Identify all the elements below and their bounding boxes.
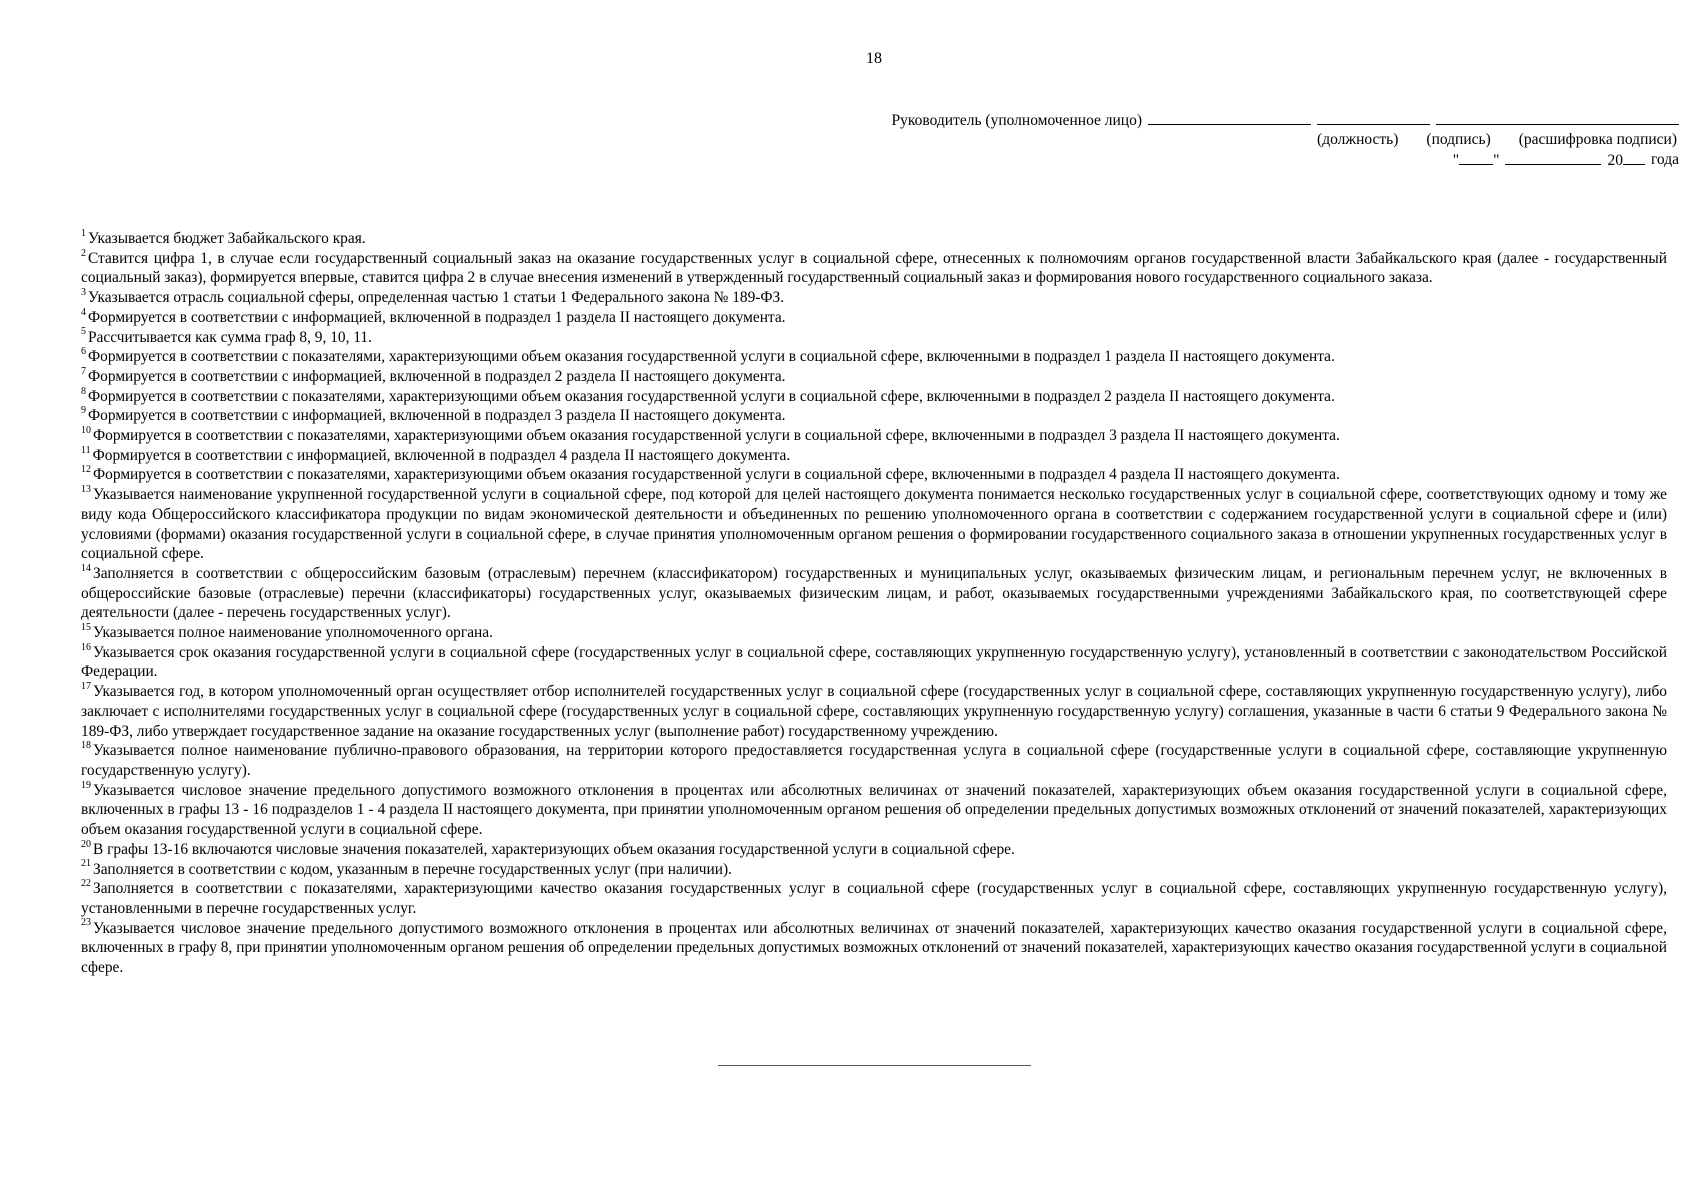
footnote-text: Указывается бюджет Забайкальского края. — [88, 230, 366, 247]
footnote-item — [81, 328, 1667, 348]
footnote-text: Формируется в соответствии с показателями, характеризующими объем оказания государственной услуги в социальной сфере, включенными в подраздел 2 раздела II настоящего документа. — [88, 387, 1335, 405]
date-month-blank — [1505, 150, 1601, 165]
footnote-number: 10 — [81, 424, 91, 436]
footnote-item — [81, 682, 1667, 741]
footnote-number: 17 — [81, 681, 91, 693]
position-blank — [1148, 110, 1311, 125]
footnote-number: 23 — [81, 917, 91, 929]
footnote-text: Указывается год, в котором уполномоченный орган осуществляет отбор исполнителей государственных услуг в социальной сфере (государственных услуг в социальной сфере, составляющих укрупненную государственную услугу), либо заключает с исполнителями государственных услуг в социальной сфере (государственных услуг в социальной сфере, составляющих укрупненную государственную услугу) соглашения, указанные в части 6 статьи 9 Федерального закона № 189-ФЗ, либо утверждает государственное задание на оказание государственных услуг (выполнение работ) государственному учреждению. — [81, 683, 1667, 740]
footnote-text: Формируется в соответствии с информацией, включенной в подраздел 1 раздела II настоящего документа. — [88, 308, 786, 326]
signature-line-row — [892, 110, 1679, 130]
decryption-blank — [1436, 110, 1679, 125]
footnote-text: Рассчитывается как сумма граф 8, 9, 10, 11. — [88, 328, 372, 346]
footnote-text: Указывается полное наименование публично-правового образования, на территории которого предоставляется государственная услуга в социальной сфере (государственные услуги в социальной сфере, составляющие укрупненную государственную услугу). — [81, 742, 1667, 779]
footnote-item — [81, 564, 1667, 623]
footnote-item — [81, 840, 1667, 860]
footnote-item — [81, 879, 1667, 918]
footnote-number: 4 — [81, 306, 86, 318]
page-number: 18 — [866, 50, 882, 67]
footnote-text: Заполняется в соответствии с кодом, указанным в перечне государственных услуг (при наличии). — [93, 860, 732, 878]
signature-caption: (подпись) — [1426, 131, 1491, 149]
footnote-number: 22 — [81, 878, 91, 890]
footnote-text: Указывается числовое значение предельного допустимого возможного отклонения в процентах или абсолютных величинах от значений показателей, характеризующих объем оказания государственной услуги в социальной сфере, включенных в графы 13 - 16 подразделов 1 - 4 раздела II настоящего документа, при принятии уполномоченным органом решения об определении предельных допустимых возможных отклонений от значений показателей, характеризующих объем оказания государственной услуги в социальной сфере. — [81, 781, 1667, 839]
footnote-number: 1 — [81, 227, 86, 239]
footnote-item — [81, 741, 1667, 780]
footnote-text: Формируется в соответствии с информацией, включенной в подраздел 4 раздела II настоящего документа. — [92, 446, 791, 464]
footnote-number: 11 — [81, 444, 91, 456]
footnote-number: 12 — [81, 464, 91, 476]
date-year-suffix: года — [1650, 150, 1679, 168]
footnote-number: 5 — [81, 326, 86, 338]
footnote-item — [81, 860, 1667, 880]
footnote-text: Формируется в соответствии с информацией, включенной в подраздел 2 раздела II настоящего документа. — [88, 367, 786, 385]
end-divider — [718, 1065, 1031, 1066]
footnote-text: Формируется в соответствии с показателями, характеризующими объем оказания государственной услуги в социальной сфере, включенными в подраздел 1 раздела II настоящего документа. — [88, 348, 1335, 366]
footnote-text: Указывается наименование укрупненной государственной услуги в социальной сфере, под которой для целей настоящего документа понимается несколько государственных услуг в социальной сфере, соответствующих одному и тому же виду кода Общероссийского классификатора продукции по видам экономической деятельности и объединенных по решению уполномоченного органа в соответствии с содержанием государственной услуги в социальной сфере и (или) условиями (формами) оказания государственной услуги в социальной сфере, в случае принятия уполномоченным органом решения о формировании государственного социального заказа в отношении укрупненных государственных услуг в социальной сфере. — [81, 486, 1667, 563]
footnote-item — [81, 367, 1667, 387]
footnote-text: Указывается отрасль социальной сферы, определенная частью 1 статьи 1 Федерального закона № 189-ФЗ. — [88, 289, 785, 307]
footnote-number: 3 — [81, 286, 86, 298]
footnote-item — [81, 406, 1667, 426]
footnote-number: 14 — [81, 562, 91, 574]
footnote-item — [81, 308, 1667, 328]
footnote-number: 21 — [81, 858, 91, 870]
footnote-number: 18 — [81, 740, 91, 752]
date-year: 20 — [1607, 150, 1645, 170]
footnote-item — [81, 387, 1667, 407]
footnote-text: Указывается полное наименование уполномоченного органа. — [93, 624, 493, 642]
footnote-item — [81, 426, 1667, 446]
footnotes-list — [81, 229, 1667, 978]
footnote-item — [81, 229, 1667, 249]
footnote-text: Формируется в соответствии с информацией, включенной в подраздел 3 раздела II настоящего документа. — [88, 407, 786, 425]
footnote-number: 19 — [81, 779, 91, 791]
footnote-text: Формируется в соответствии с показателями, характеризующими объем оказания государственной услуги в социальной сфере, включенными в подраздел 3 раздела II настоящего документа. — [93, 427, 1340, 445]
footnote-text: Указывается срок оказания государственной услуги в социальной сфере (государственных услуг в социальной сфере, составляющих укрупненную государственную услугу), установленный в соответствии с законодательством Российской Федерации. — [81, 643, 1667, 681]
footnote-item — [81, 485, 1667, 564]
signature-blank — [1317, 110, 1430, 125]
footnote-item — [81, 623, 1667, 643]
signature-date — [892, 150, 1679, 170]
footnote-number: 8 — [81, 385, 86, 397]
footnote-number: 13 — [81, 484, 91, 496]
footnote-item — [81, 643, 1667, 682]
footnote-text: Заполняется в соответствии с показателями, характеризующими качество оказания государственных услуг в социальной сфере (государственных услуг в социальной сфере, составляющих укрупненную государственную услугу), установленными в перечне государственных услуг. — [81, 880, 1667, 917]
signature-captions — [892, 130, 1679, 149]
footnote-text: Указывается числовое значение предельного допустимого возможного отклонения в процентах или абсолютных величинах от значений показателей, характеризующих качество оказания государственной услуги в социальной сфере, включенных в графу 8, при принятии уполномоченным органом решения об определении предельных допустимых возможных отклонений от значений показателей, характеризующих качество оказания государственной услуги в социальной сфере. — [81, 919, 1667, 977]
signature-label: Руководитель (уполномоченное лицо) — [891, 112, 1142, 129]
footnote-number: 15 — [81, 621, 91, 633]
footnote-item — [81, 919, 1667, 978]
position-caption: (должность) — [1317, 131, 1399, 149]
footnote-item — [81, 249, 1667, 288]
footnote-item — [81, 446, 1667, 466]
footnote-number: 7 — [81, 365, 86, 377]
footnote-item — [81, 465, 1667, 485]
footnote-text: Формируется в соответствии с показателями, характеризующими объем оказания государственной услуги в социальной сфере, включенными в подраздел 4 раздела II настоящего документа. — [93, 466, 1340, 484]
footnote-text: В графы 13-16 включаются числовые значения показателей, характеризующих объем оказания государственной услуги в социальной сфере. — [93, 840, 1015, 858]
date-day: " " — [1452, 151, 1500, 169]
footnote-item — [81, 288, 1667, 308]
footnote-text: Ставится цифра 1, в случае если государственный социальный заказ на оказание государственных услуг в социальной сфере, отнесенных к полномочиям органов государственной власти Забайкальского края (далее - государственный социальный заказ), формируется впервые, ставится цифра 2 в случае внесения изменений в утвержденный государственный социальный заказ и формирования нового государственного социального заказа. — [81, 249, 1667, 287]
signature-block — [892, 110, 1679, 170]
footnote-text: Заполняется в соответствии с общероссийским базовым (отраслевым) перечнем (классификатором) государственных и муниципальных услуг, оказываемых физическим лицам, и региональным перечнем услуг, не включенных в общероссийские базовые (отраслевые) перечни (классификаторы) государственных услуг, оказываемых физическим лицам, и работ, оказываемых государственными учреждениями Забайкальского края, по соответствующей сфере деятельности (далее - перечень государственных услуг). — [81, 564, 1667, 622]
footnote-number: 9 — [81, 405, 86, 417]
decryption-caption: (расшифровка подписи) — [1518, 131, 1677, 149]
footnote-item — [81, 781, 1667, 840]
footnote-number: 16 — [81, 641, 91, 653]
footnote-item — [81, 347, 1667, 367]
footnote-number: 2 — [81, 247, 86, 259]
footnote-number: 20 — [81, 838, 91, 850]
footnote-number: 6 — [81, 346, 86, 358]
